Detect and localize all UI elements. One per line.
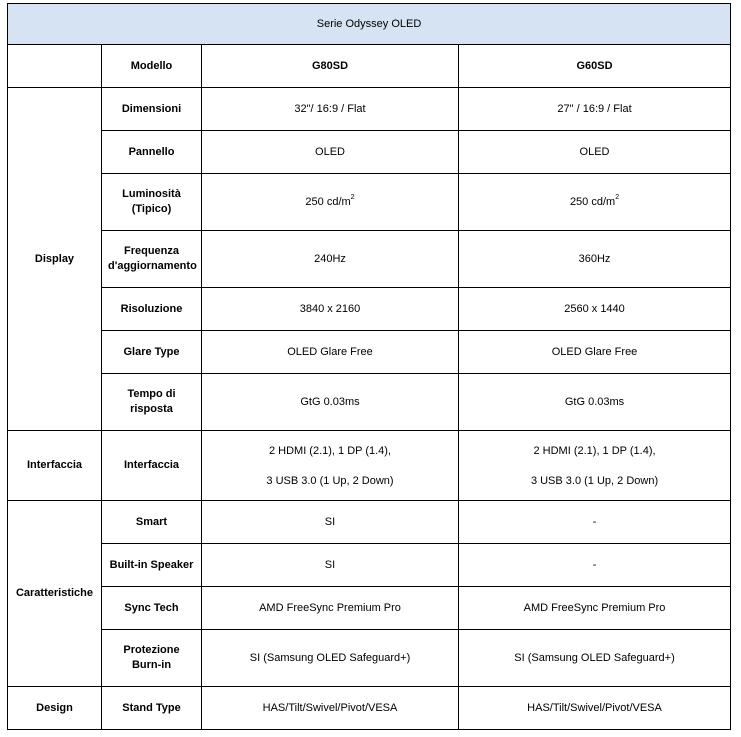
cell-g80sd (202, 174, 459, 231)
row-label (102, 630, 202, 687)
row-label-line: Tempo di (127, 388, 176, 400)
table-title: Serie Odyssey OLED (8, 4, 731, 45)
title-row (8, 4, 731, 45)
group-display: Display (8, 88, 102, 431)
row-label: Risoluzione (102, 288, 202, 331)
table-row (8, 231, 731, 288)
interface-line: 2 HDMI (2.1), 1 DP (1.4), (533, 444, 656, 457)
table-row (8, 174, 731, 231)
row-label: Sync Tech (102, 587, 202, 630)
row-label-line: Luminosità (122, 188, 181, 200)
cell-g60sd: HAS/Tilt/Swivel/Pivot/VESA (459, 687, 731, 730)
row-label: Smart (102, 501, 202, 544)
cell-g80sd: SI (202, 501, 459, 544)
cell-g60sd: SI (Samsung OLED Safeguard+) (459, 630, 731, 687)
table-row (8, 374, 731, 431)
model-g60sd: G60SD (459, 45, 731, 88)
cell-g60sd: OLED (459, 131, 731, 174)
cell-g60sd: 27" / 16:9 / Flat (459, 88, 731, 131)
cell-g80sd: 3840 x 2160 (202, 288, 459, 331)
row-label-line: Burn-in (131, 659, 172, 671)
row-label: Pannello (102, 131, 202, 174)
cell-g80sd: GtG 0.03ms (202, 374, 459, 431)
cell-g80sd: SI (Samsung OLED Safeguard+) (202, 630, 459, 687)
cell-g60sd: - (459, 544, 731, 587)
row-label-line: risposta (130, 403, 173, 415)
row-label: Interfaccia (102, 431, 202, 501)
row-label-line: (Tipico) (131, 203, 172, 215)
cell-g60sd (459, 174, 731, 231)
cell-g80sd: OLED (202, 131, 459, 174)
row-label-line: d'aggiornamento (108, 260, 197, 272)
unit-exponent: 2 (615, 193, 620, 201)
cell-g60sd: - (459, 501, 731, 544)
table-row (8, 431, 731, 501)
table-row (8, 630, 731, 687)
row-label-line: Protezione (123, 644, 180, 656)
row-label: Built-in Speaker (102, 544, 202, 587)
interface-line: 3 USB 3.0 (1 Up, 2 Down) (530, 474, 659, 487)
table-row (8, 687, 731, 730)
row-label: Glare Type (102, 331, 202, 374)
row-label: Stand Type (102, 687, 202, 730)
cell-g60sd: 2560 x 1440 (459, 288, 731, 331)
group-features: Caratteristiche (8, 501, 102, 687)
table-row (8, 544, 731, 587)
row-label (102, 174, 202, 231)
model-g80sd: G80SD (202, 45, 459, 88)
table-row (8, 131, 731, 174)
brightness-value: 250 cd/m (305, 195, 351, 208)
cell-g80sd: AMD FreeSync Premium Pro (202, 587, 459, 630)
row-label (102, 374, 202, 431)
unit-exponent: 2 (350, 193, 355, 201)
model-label: Modello (102, 45, 202, 88)
cell-g60sd (459, 431, 731, 501)
interface-line: 2 HDMI (2.1), 1 DP (1.4), (268, 444, 392, 457)
header-row (8, 45, 731, 88)
table-row (8, 501, 731, 544)
row-label-line: Frequenza (123, 245, 179, 257)
row-label: Dimensioni (102, 88, 202, 131)
cell-g60sd: GtG 0.03ms (459, 374, 731, 431)
empty-corner-cell (8, 45, 102, 88)
group-interface: Interfaccia (8, 431, 102, 501)
spec-table (7, 3, 731, 730)
cell-g80sd: OLED Glare Free (202, 331, 459, 374)
brightness-value: 250 cd/m (569, 195, 616, 208)
table-row (8, 88, 731, 131)
cell-g80sd: 32"/ 16:9 / Flat (202, 88, 459, 131)
interface-line: 3 USB 3.0 (1 Up, 2 Down) (266, 474, 394, 487)
table-row (8, 331, 731, 374)
cell-g80sd: SI (202, 544, 459, 587)
cell-g60sd: 360Hz (459, 231, 731, 288)
cell-g80sd: 240Hz (202, 231, 459, 288)
cell-g80sd (202, 431, 459, 501)
table-row (8, 288, 731, 331)
cell-g80sd: HAS/Tilt/Swivel/Pivot/VESA (202, 687, 459, 730)
group-design: Design (8, 687, 102, 730)
cell-g60sd: AMD FreeSync Premium Pro (459, 587, 731, 630)
table-row (8, 587, 731, 630)
cell-g60sd: OLED Glare Free (459, 331, 731, 374)
row-label (102, 231, 202, 288)
